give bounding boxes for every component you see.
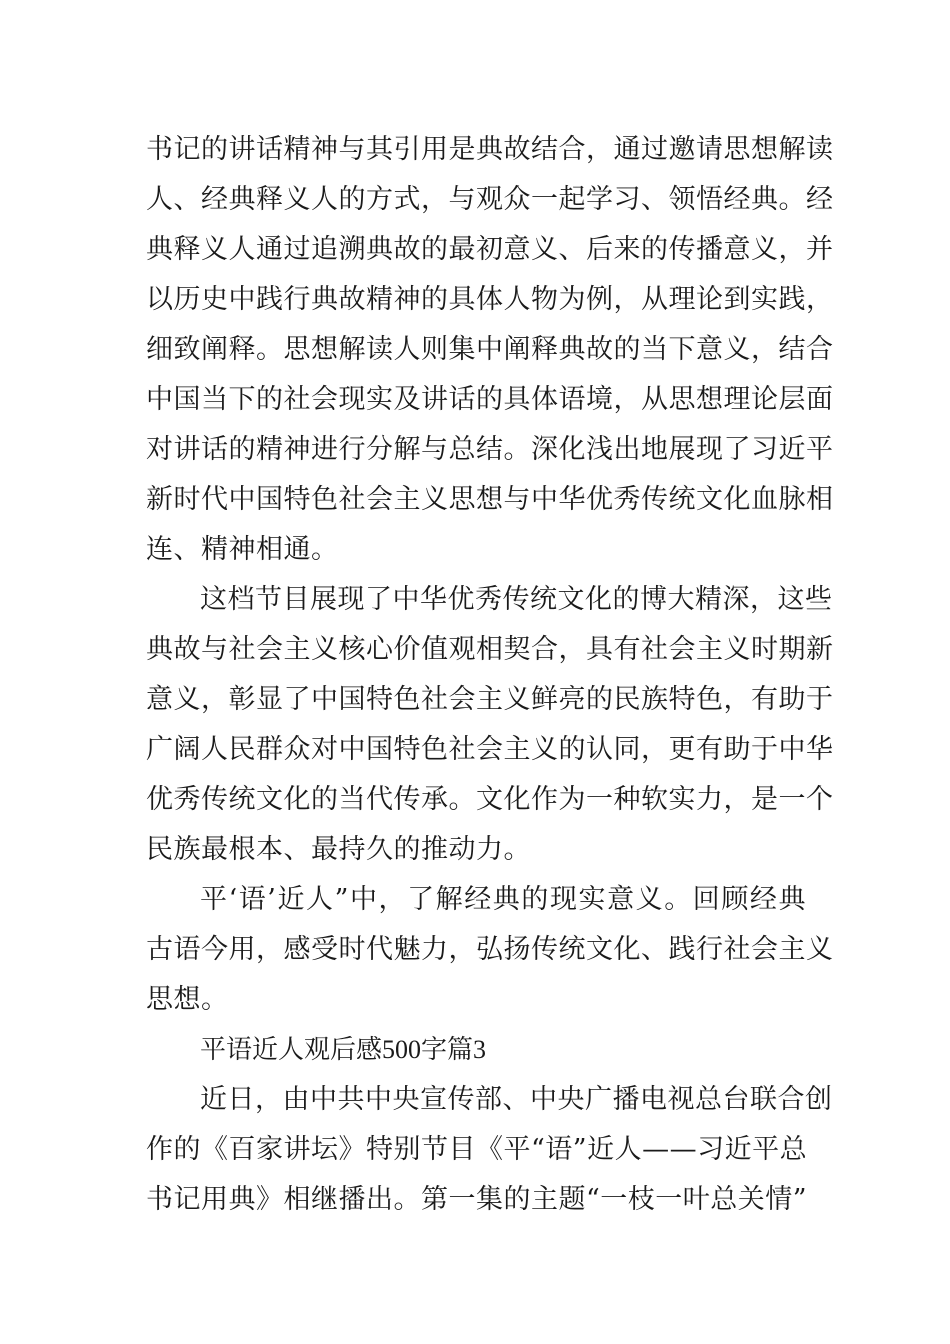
paragraph-line: 近日，由中共中央宣传部、中央广播电视总台联合创 [200, 1084, 833, 1115]
paragraph-line: 中国当下的社会现实及讲话的具体语境，从思想理论层面 [146, 384, 834, 415]
paragraph-4 [146, 1075, 833, 1225]
paragraph-1 [146, 125, 834, 575]
paragraph-line: 典故与社会主义核心价值观相契合，具有社会主义时期新 [146, 634, 834, 665]
paragraph-3 [146, 875, 834, 1025]
paragraph-line: 民族最根本、最持久的推动力。 [146, 834, 531, 865]
paragraph-line: 以历史中践行典故精神的具体人物为例，从理论到实践， [146, 284, 834, 315]
paragraph-line: 细致阐释。思想解读人则集中阐释典故的当下意义，结合 [146, 334, 834, 365]
paragraph-line: 古语今用，感受时代魅力，弘扬传统文化、践行社会主义 [146, 934, 834, 965]
paragraph-line: 典释义人通过追溯典故的最初意义、后来的传播意义，并 [146, 234, 834, 265]
paragraph-line: 思想。 [146, 984, 229, 1015]
section-heading: 平语近人观后感500字篇3 [200, 1035, 487, 1064]
paragraph-line: 书记的讲话精神与其引用是典故结合，通过邀请思想解读 [146, 134, 834, 165]
paragraph-line: 新时代中国特色社会主义思想与中华优秀传统文化血脉相 [146, 484, 834, 515]
document-body [146, 125, 834, 1225]
paragraph-line: 人、经典释义人的方式，与观众一起学习、领悟经典。经 [146, 184, 834, 215]
paragraph-line: 意义，彰显了中国特色社会主义鲜亮的民族特色，有助于 [146, 684, 834, 715]
paragraph-line: 广阔人民群众对中国特色社会主义的认同，更有助于中华 [146, 734, 834, 765]
paragraph-line: 连、精神相通。 [146, 534, 339, 565]
paragraph-line: 作的《百家讲坛》特别节目《平“语”近人——习近平总 [146, 1134, 808, 1165]
paragraph-line: 这档节目展现了中华优秀传统文化的博大精深，这些 [200, 584, 833, 615]
paragraph-2 [146, 575, 834, 875]
paragraph-line: 优秀传统文化的当代传承。文化作为一种软实力，是一个 [146, 784, 834, 815]
paragraph-line: 对讲话的精神进行分解与总结。深化浅出地展现了习近平 [146, 434, 834, 465]
paragraph-line: 书记用典》相继播出。第一集的主题“一枝一叶总关情” [146, 1184, 808, 1215]
paragraph-line: 平‘语’近人”中，了解经典的现实意义。回顾经典 [200, 884, 806, 915]
